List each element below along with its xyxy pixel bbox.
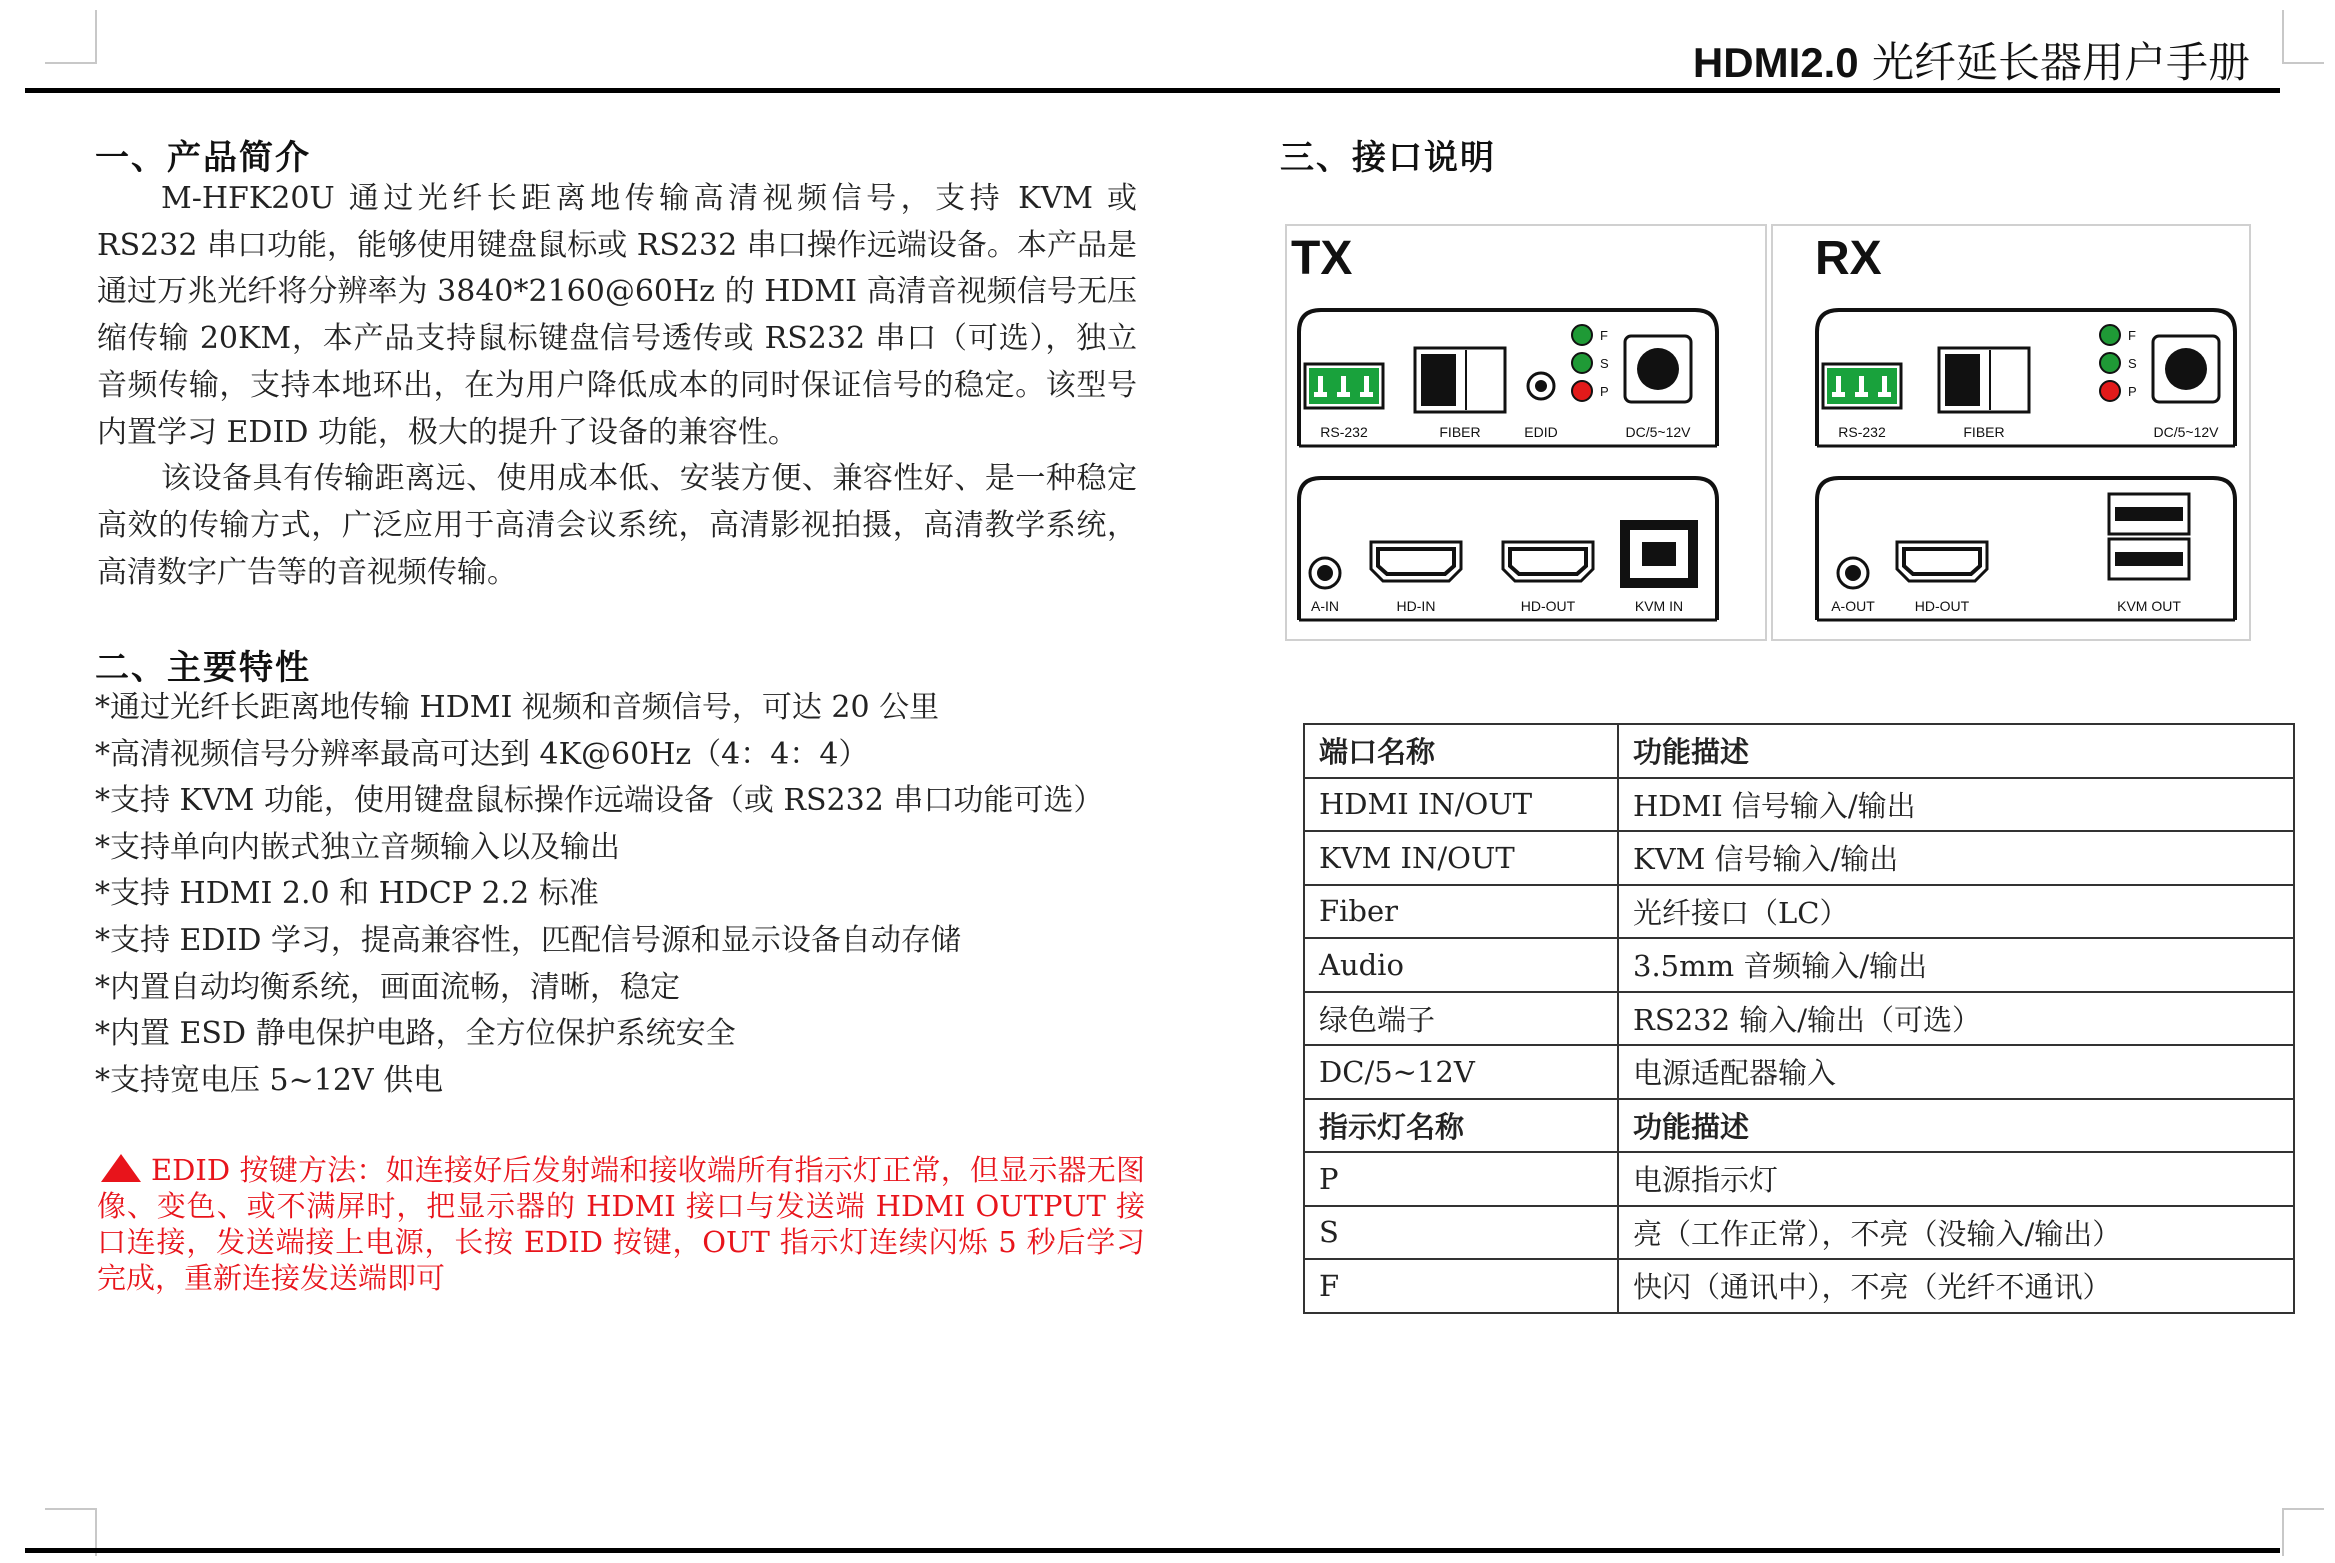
tx-kvm-in-tongue <box>1642 542 1676 566</box>
rx-led-s-label: S <box>2128 356 2137 371</box>
feature-item: *支持 HDMI 2.0 和 HDCP 2.2 标准 <box>95 876 599 912</box>
table-header-row <box>1304 1099 2294 1153</box>
intro-text <box>97 176 1137 596</box>
header-title-bold: HDMI2.0 <box>1692 39 1859 86</box>
rx-usb-port-upper-tongue <box>2115 507 2183 521</box>
rx-dc-jack <box>2165 348 2207 390</box>
rx-led-p <box>2100 381 2120 401</box>
table-cell: P <box>1304 1152 1618 1206</box>
tx-led-p <box>1572 381 1592 401</box>
section-title-interfaces: 三、接口说明 <box>1280 138 1496 178</box>
rx-led-p-label: P <box>2128 384 2137 399</box>
table-cell: F <box>1304 1259 1618 1313</box>
rx-label-hd-out: HD-OUT <box>1914 598 1970 614</box>
page-header-title <box>1693 30 2250 90</box>
rx-label-a-out: A-OUT <box>1831 598 1875 614</box>
tx-rs232-pins <box>1314 376 1373 397</box>
tx-label-edid: EDID <box>1524 424 1558 440</box>
table-cell: 功能描述 <box>1618 1099 2294 1153</box>
rx-label-kvm-out: KVM OUT <box>2117 598 2181 614</box>
tx-led-f-label: F <box>1600 328 1608 343</box>
section-title-features: 二、主要特性 <box>95 648 311 688</box>
table-row <box>1304 938 2294 992</box>
table-row <box>1304 831 2294 885</box>
tx-label-a-in: A-IN <box>1311 598 1339 614</box>
rx-label-rs232: RS-232 <box>1838 424 1886 440</box>
tx-hdmi-in-inner <box>1378 549 1454 574</box>
feature-item: *支持宽电压 5~12V 供电 <box>95 1062 444 1098</box>
intro-paragraph: M-HFK20U 通过光纤长距离地传输高清视频信号，支持 KVM 或 RS232 串口功能，能够使用键盘鼠标或 RS232 串口操作远端设备。本产品是通过万兆光纤将分辨率为 3840*2160@60Hz 的 HDMI 高清音视频信号无压缩传输 20KM，本产品支持鼠标键盘信号透传或 RS232 串口（可选），独立音频传输，支持本地环出，在为用户降低成本的同时保证信号的稳定。该型号内置学习 EDID 功能，极大的提升了设备的兼容性。 <box>97 181 1137 450</box>
tx-label-fiber: FIBER <box>1439 424 1481 440</box>
tx-led-s-label: S <box>1600 356 1609 371</box>
table-cell: DC/5~12V <box>1304 1045 1618 1099</box>
header-rule <box>25 88 2280 93</box>
tx-audio-jack-core <box>1317 565 1333 581</box>
tx-label-rs232: RS-232 <box>1320 424 1368 440</box>
rx-rs232-pins <box>1832 376 1891 397</box>
table-row <box>1304 778 2294 832</box>
table-cell: 端口名称 <box>1304 724 1618 778</box>
table-row <box>1304 992 2294 1046</box>
rx-fiber-core <box>1945 354 1980 406</box>
crop-mark <box>2282 62 2324 64</box>
tx-fiber-core <box>1421 354 1456 406</box>
warning-triangle-icon <box>101 1154 141 1182</box>
table-cell: KVM 信号输入/输出 <box>1618 831 2294 885</box>
rx-label-dc: DC/5~12V <box>2153 424 2219 440</box>
feature-item: *高清视频信号分辨率最高可达到 4K@60Hz（4：4：4） <box>95 736 869 772</box>
intro-paragraph: 该设备具有传输距离远、使用成本低、安装方便、兼容性好、是一种稳定高效的传输方式，广泛应用于高清会议系统，高清影视拍摄，高清教学系统，高清数字广告等的音视频传输。 <box>97 461 1137 590</box>
table-header-row <box>1304 724 2294 778</box>
table-cell: 功能描述 <box>1618 724 2294 778</box>
table-cell: S <box>1304 1206 1618 1260</box>
rx-hdmi-out-inner <box>1904 549 1980 574</box>
crop-mark <box>2282 10 2284 62</box>
table-cell: HDMI 信号输入/输出 <box>1618 778 2294 832</box>
table-cell: RS232 输入/输出（可选） <box>1618 992 2294 1046</box>
crop-mark <box>2282 1508 2324 1510</box>
table-cell: 电源适配器输入 <box>1618 1045 2294 1099</box>
rx-led-s <box>2100 353 2120 373</box>
tx-label-hd-in: HD-IN <box>1396 598 1436 614</box>
crop-mark <box>95 10 97 62</box>
port-description-table <box>1303 723 2295 1314</box>
rx-usb-port-lower-tongue <box>2115 552 2183 566</box>
tx-label: TX <box>1291 232 1353 285</box>
table-cell: 电源指示灯 <box>1618 1152 2294 1206</box>
feature-item: *支持 EDID 学习，提高兼容性，匹配信号源和显示设备自动存储 <box>95 922 961 958</box>
table-cell: 指示灯名称 <box>1304 1099 1618 1153</box>
table-cell: 亮（工作正常），不亮（没输入/输出） <box>1618 1206 2294 1260</box>
rx-led-f-label: F <box>2128 328 2136 343</box>
tx-edid-button-center <box>1535 380 1547 392</box>
tx-led-s <box>1572 353 1592 373</box>
table-row <box>1304 1206 2294 1260</box>
edid-note <box>97 1152 1145 1296</box>
table-cell: KVM IN/OUT <box>1304 831 1618 885</box>
header-title-rest: 光纤延长器用户手册 <box>1871 38 2250 87</box>
table-row <box>1304 1152 2294 1206</box>
feature-item: *支持 KVM 功能，使用键盘鼠标操作远端设备（或 RS232 串口功能可选） <box>95 783 1104 819</box>
panel-diagram <box>1285 224 2251 642</box>
crop-mark <box>2282 1508 2284 1556</box>
tx-led-p-label: P <box>1600 384 1609 399</box>
footer-rule <box>25 1548 2280 1553</box>
crop-mark <box>45 1508 97 1510</box>
rx-label: RX <box>1815 232 1882 285</box>
table-cell: 快闪（通讯中），不亮（光纤不通讯） <box>1618 1259 2294 1313</box>
table-row <box>1304 1045 2294 1099</box>
tx-label-hd-out: HD-OUT <box>1520 598 1576 614</box>
rx-label-fiber: FIBER <box>1963 424 2005 440</box>
crop-mark <box>45 62 97 64</box>
table-cell: 光纤接口（LC） <box>1618 885 2294 939</box>
table-row <box>1304 885 2294 939</box>
table-cell: 绿色端子 <box>1304 992 1618 1046</box>
feature-item: *支持单向内嵌式独立音频输入以及输出 <box>95 829 620 865</box>
table-cell: 3.5mm 音频输入/输出 <box>1618 938 2294 992</box>
table-cell: Fiber <box>1304 885 1618 939</box>
feature-item: *内置自动均衡系统，画面流畅，清晰，稳定 <box>95 969 680 1005</box>
feature-item: *通过光纤长距离地传输 HDMI 视频和音频信号，可达 20 公里 <box>95 690 940 725</box>
tx-dc-jack <box>1637 348 1679 390</box>
tx-label-kvm-in: KVM IN <box>1634 598 1684 614</box>
table-row <box>1304 1259 2294 1313</box>
tx-led-f <box>1572 325 1592 345</box>
tx-hdmi-out-inner <box>1510 549 1586 574</box>
rx-led-f <box>2100 325 2120 345</box>
table-cell: Audio <box>1304 938 1618 992</box>
tx-label-dc: DC/5~12V <box>1625 424 1691 440</box>
feature-item: *内置 ESD 静电保护电路，全方位保护系统安全 <box>95 1016 736 1052</box>
section-title-intro: 一、产品简介 <box>95 138 311 178</box>
edid-note-text: EDID 按键方法：如连接好后发射端和接收端所有指示灯正常，但显示器无图像、变色、或不满屏时，把显示器的 HDMI 接口与发送端 HDMI OUTPUT 接口连接，发送端接上电源，长按 EDID 按键，OUT 指示灯连续闪烁 5 秒后学习完成，重新连接发送端即可 <box>97 1153 1145 1295</box>
rx-audio-jack-core <box>1845 565 1861 581</box>
table-cell: HDMI IN/OUT <box>1304 778 1618 832</box>
feature-list <box>95 685 1155 1104</box>
